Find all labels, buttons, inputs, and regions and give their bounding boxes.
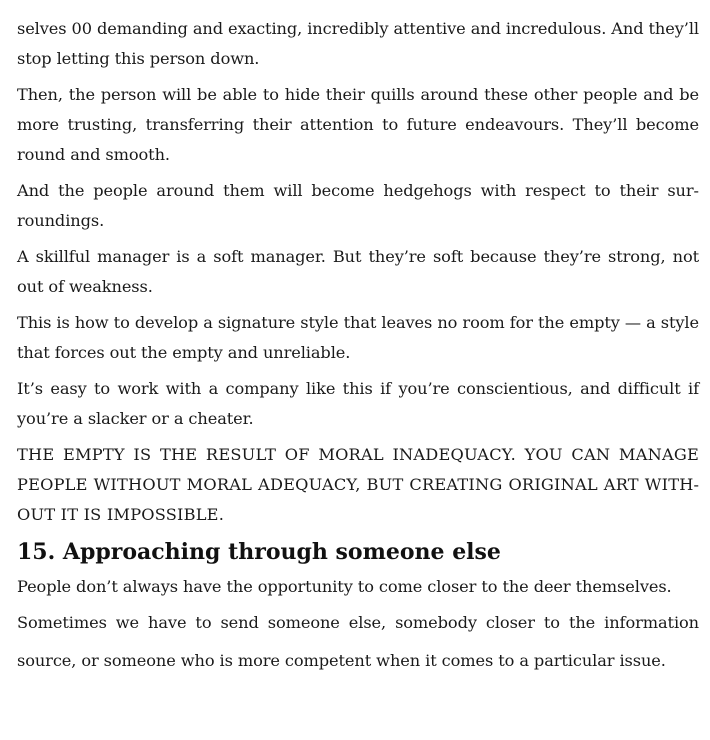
section-paragraph-2: Sometimes we have to send someone else, somebody closer to the information source, or someone who is more competent when it comes to a particular issue.	[17, 613, 699, 670]
paragraph-3: And the people around them will become hedgehogs with respect to their surroundings.	[17, 181, 699, 230]
paragraph-6: It’s easy to work with a company like this if you’re conscientious, and difficult if you’re a slacker or a cheater.	[17, 379, 699, 428]
paragraph-5: This is how to develop a signature style that leaves no room for the empty — a style that forces out the empty and unreliable.	[17, 313, 699, 362]
section-paragraph-1: People don’t always have the opportunity to come closer to the deer themselves.	[17, 577, 672, 596]
section-heading: 15. Approaching through someone else	[17, 539, 501, 565]
document-page	[17, 14, 699, 680]
paragraph-caps-statement: THE EMPTY IS THE RESULT OF MORAL INADEQUACY. YOU CAN MANAGE PEOPLE WITHOUT MORAL ADEQUACY, BUT CREATING ORIGINAL ART WITHOUT IT IS IMPOSSIBLE.	[17, 445, 699, 524]
paragraph-2: Then, the person will be able to hide their quills around these other people and be more trusting, transferring their attention to future endeavours. They’ll become round and smooth.	[17, 85, 699, 164]
paragraph-1: selves 00 demanding and exacting, incredibly attentive and incredulous. And they’ll stop letting this person down.	[17, 19, 699, 68]
paragraph-4: A skillful manager is a soft manager. But they’re soft because they’re strong, not out of weakness.	[17, 247, 699, 296]
